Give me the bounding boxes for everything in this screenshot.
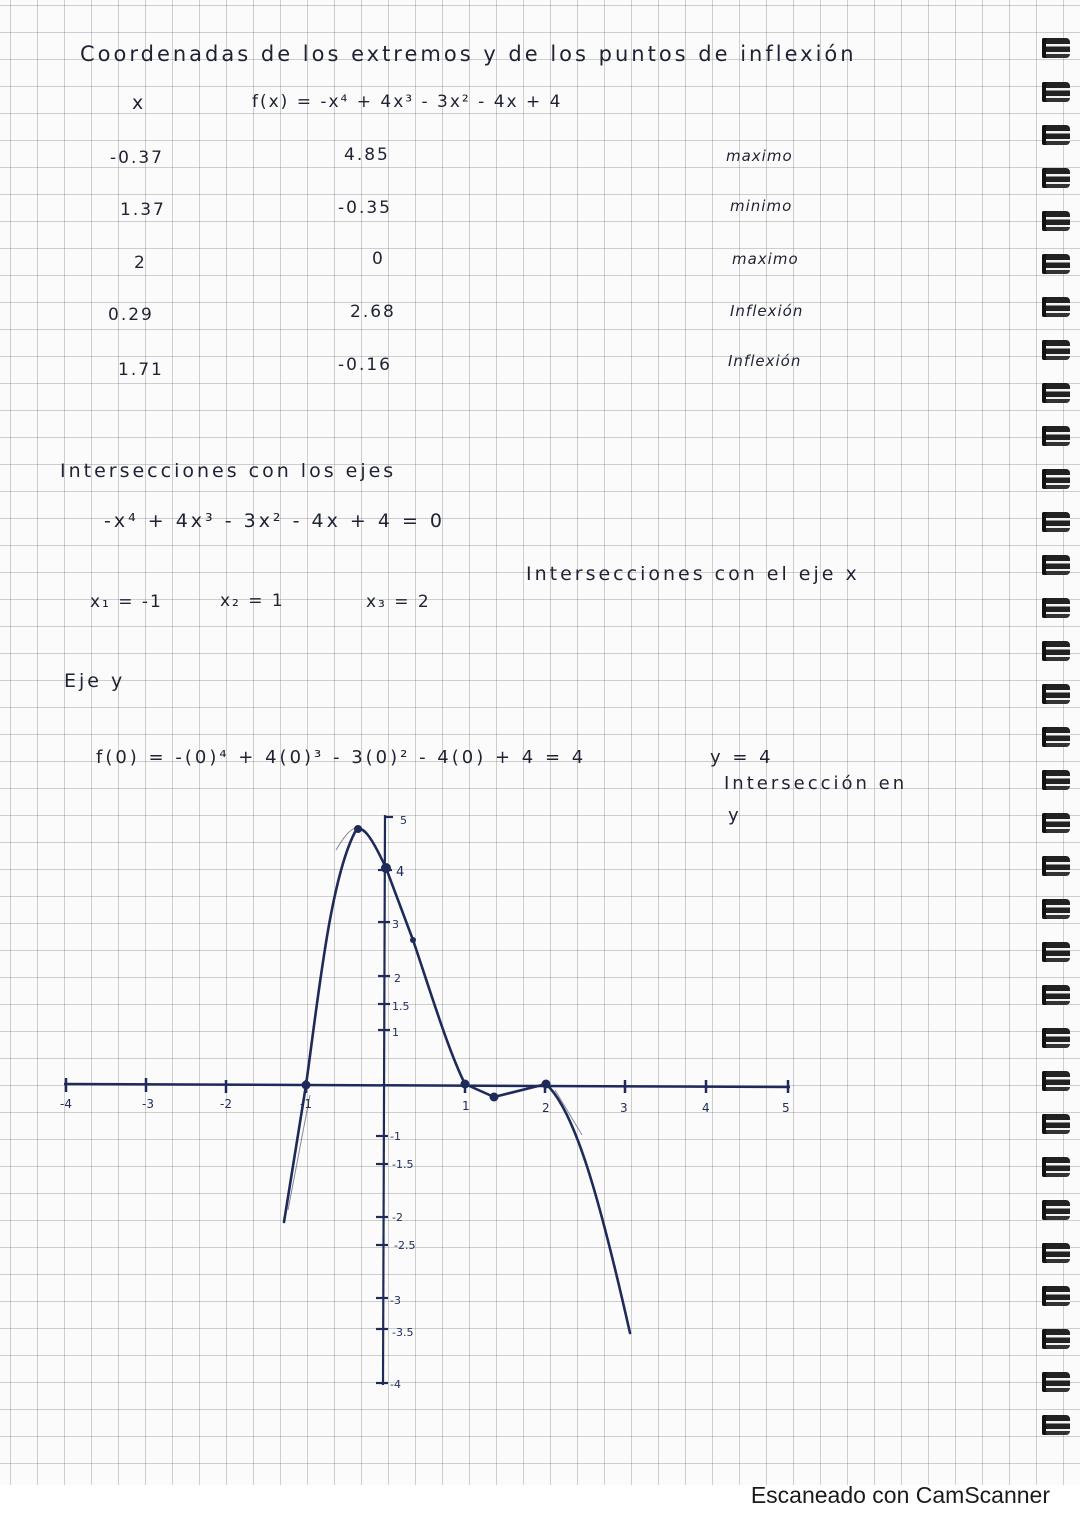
svg-text:-1.5: -1.5 (392, 1158, 414, 1171)
row-fx-value: -0.35 (338, 198, 392, 218)
sketch-line (288, 828, 582, 1210)
marked-points (302, 825, 551, 1102)
svg-text:-4: -4 (390, 1378, 401, 1391)
svg-text:2: 2 (394, 972, 401, 985)
svg-text:-4: -4 (60, 1097, 72, 1111)
function-curve (284, 829, 630, 1333)
row-type-label: minimo (730, 197, 793, 215)
svg-text:1: 1 (462, 1099, 470, 1113)
svg-text:5: 5 (400, 814, 407, 827)
root-x1: x₁ = -1 (90, 592, 163, 612)
svg-text:-2: -2 (392, 1211, 403, 1224)
svg-text:-1: -1 (300, 1097, 312, 1111)
y-intercept-note-y: y (728, 805, 742, 826)
svg-text:-2: -2 (220, 1097, 232, 1111)
row-type-label: maximo (732, 250, 799, 268)
svg-text:1.5: 1.5 (392, 1000, 410, 1013)
y-intercept-result: y = 4 (710, 747, 774, 768)
y-axis-tick-labels (390, 814, 415, 1391)
row-fx-value: 4.85 (344, 145, 390, 165)
row-x-value: 1.71 (118, 360, 164, 380)
svg-text:3: 3 (392, 918, 399, 931)
root-x3: x₃ = 2 (366, 592, 431, 612)
x-axis-intersections-label: Intersecciones con el eje x (526, 563, 860, 585)
row-type-label: maximo (726, 147, 793, 165)
table-header-fx: f(x) = -x⁴ + 4x³ - 3x² - 4x + 4 (252, 92, 563, 112)
camscanner-watermark: Escaneado con CamScanner (750, 1482, 1050, 1508)
row-fx-value: 0 (372, 249, 385, 269)
svg-text:3: 3 (620, 1101, 628, 1115)
y-axis-heading: Eje y (64, 670, 126, 692)
svg-text:4: 4 (702, 1101, 710, 1115)
svg-text:1: 1 (392, 1026, 399, 1039)
root-x2: x₂ = 1 (220, 591, 285, 611)
row-x-value: 2 (134, 253, 147, 273)
row-type-label: Inflexión (730, 302, 804, 320)
svg-text:-1: -1 (390, 1130, 401, 1143)
svg-text:4: 4 (396, 865, 405, 880)
svg-text:2: 2 (542, 1101, 550, 1115)
table-header-x: x (132, 92, 146, 114)
row-x-value: 1.37 (120, 200, 166, 220)
row-x-value: -0.37 (110, 148, 164, 168)
svg-text:-2.5: -2.5 (394, 1239, 416, 1252)
svg-text:-3: -3 (142, 1097, 154, 1111)
row-fx-value: -0.16 (338, 355, 392, 375)
svg-text:5: 5 (782, 1101, 790, 1115)
x-axis (64, 1078, 790, 1093)
intersections-heading: Intersecciones con los ejes (60, 460, 397, 482)
svg-text:-3.5: -3.5 (392, 1326, 414, 1339)
x-axis-tick-labels (60, 1097, 790, 1115)
row-fx-value: 2.68 (350, 302, 396, 322)
y-intercept-note: Intersección en (724, 773, 908, 794)
svg-text:-3: -3 (390, 1294, 401, 1307)
row-type-label: Inflexión (728, 352, 802, 370)
intersections-equation: -x⁴ + 4x³ - 3x² - 4x + 4 = 0 (104, 510, 445, 532)
y-intercept-equation: f(0) = -(0)⁴ + 4(0)³ - 3(0)² - 4(0) + 4 = 4 (96, 747, 587, 768)
row-x-value: 0.29 (108, 305, 154, 325)
page-title: Coordenadas de los extremos y de los puntos de inflexión (80, 42, 857, 66)
